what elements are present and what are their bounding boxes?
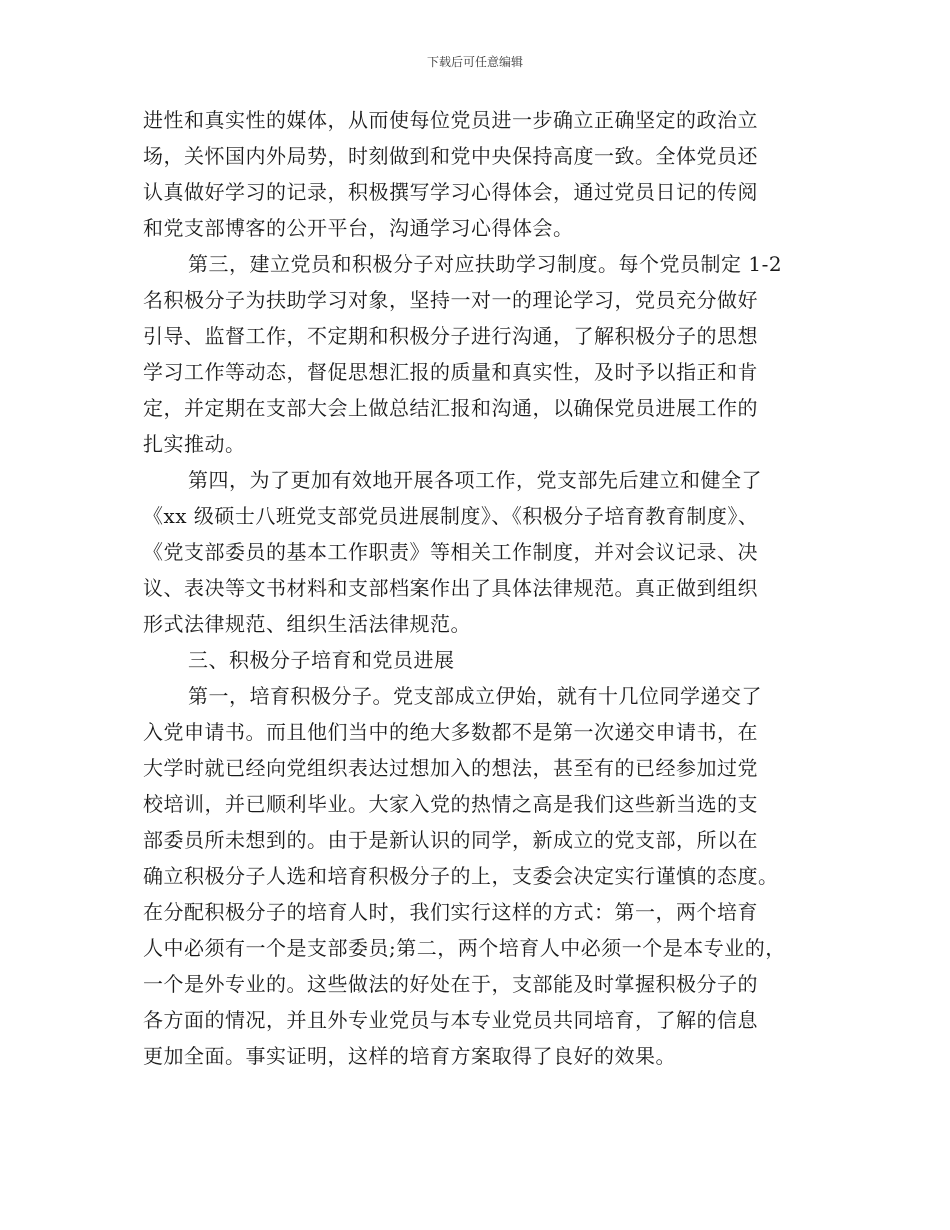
- text-line: 三、积极分子培育和党员进展: [188, 648, 455, 672]
- text-line: 形式法律规范、组织生活法律规范。: [143, 612, 471, 636]
- text-line: 确立积极分子人选和培育积极分子的上，支委会决定实行谨慎的态度。: [143, 864, 779, 888]
- text-line: 更加全面。事实证明，这样的培育方案取得了良好的效果。: [143, 1044, 676, 1068]
- text-line: 《xx 级硕士八班党支部党员进展制度》、《积极分子培育教育制度》、: [143, 504, 759, 528]
- text-line: 认真做好学习的记录，积极撰写学习心得体会，通过党员日记的传阅: [143, 180, 758, 204]
- text-line: 引导、监督工作，不定期和积极分子进行沟通，了解积极分子的思想: [143, 324, 758, 348]
- text-line: 一个是外专业的。这些做法的好处在于，支部能及时掌握积极分子的: [143, 972, 758, 996]
- text-line: 在分配积极分子的培育人时，我们实行这样的方式：第一，两个培育: [143, 900, 758, 924]
- text-line: 扎实推动。: [143, 432, 246, 456]
- text-line: 名积极分子为扶助学习对象，坚持一对一的理论学习，党员充分做好: [143, 288, 758, 312]
- page-header: 下载后可任意编辑: [426, 55, 523, 69]
- text-line: 进性和真实性的媒体，从而使每位党员进一步确立正确坚定的政治立: [143, 108, 758, 132]
- text-line: 和党支部博客的公开平台，沟通学习心得体会。: [143, 216, 574, 240]
- text-line: 第四，为了更加有效地开展各项工作，党支部先后建立和健全了: [188, 468, 762, 492]
- text-line: 大学时就已经向党组织表达过想加入的想法，甚至有的已经参加过党: [143, 756, 758, 780]
- text-line: 校培训，并已顺利毕业。大家入党的热情之高是我们这些新当选的支: [143, 792, 758, 816]
- text-line: 部委员所未想到的。由于是新认识的同学，新成立的党支部，所以在: [143, 828, 758, 852]
- text-line: 第一，培育积极分子。党支部成立伊始，就有十几位同学递交了: [188, 684, 762, 708]
- text-line: 场，关怀国内外局势，时刻做到和党中央保持高度一致。全体党员还: [143, 144, 758, 168]
- body-text: [143, 102, 815, 1074]
- text-line: 入党申请书。而且他们当中的绝大多数都不是第一次递交申请书，在: [143, 720, 758, 744]
- text-line: 学习工作等动态，督促思想汇报的质量和真实性，及时予以指正和肯: [143, 360, 758, 384]
- text-line: 各方面的情况，并且外专业党员与本专业党员共同培育，了解的信息: [143, 1008, 758, 1032]
- text-line: 人中必须有一个是支部委员;第二，两个培育人中必须一个是本专业的，: [143, 936, 786, 960]
- text-line: 第三，建立党员和积极分子对应扶助学习制度。每个党员制定 1-2: [188, 252, 783, 276]
- text-line: 《党支部委员的基本工作职责》等相关工作制度，并对会议记录、决: [143, 540, 758, 564]
- text-line: 定，并定期在支部大会上做总结汇报和沟通，以确保党员进展工作的: [143, 396, 758, 420]
- text-line: 议、表决等文书材料和支部档案作出了具体法律规范。真正做到组织: [143, 576, 758, 600]
